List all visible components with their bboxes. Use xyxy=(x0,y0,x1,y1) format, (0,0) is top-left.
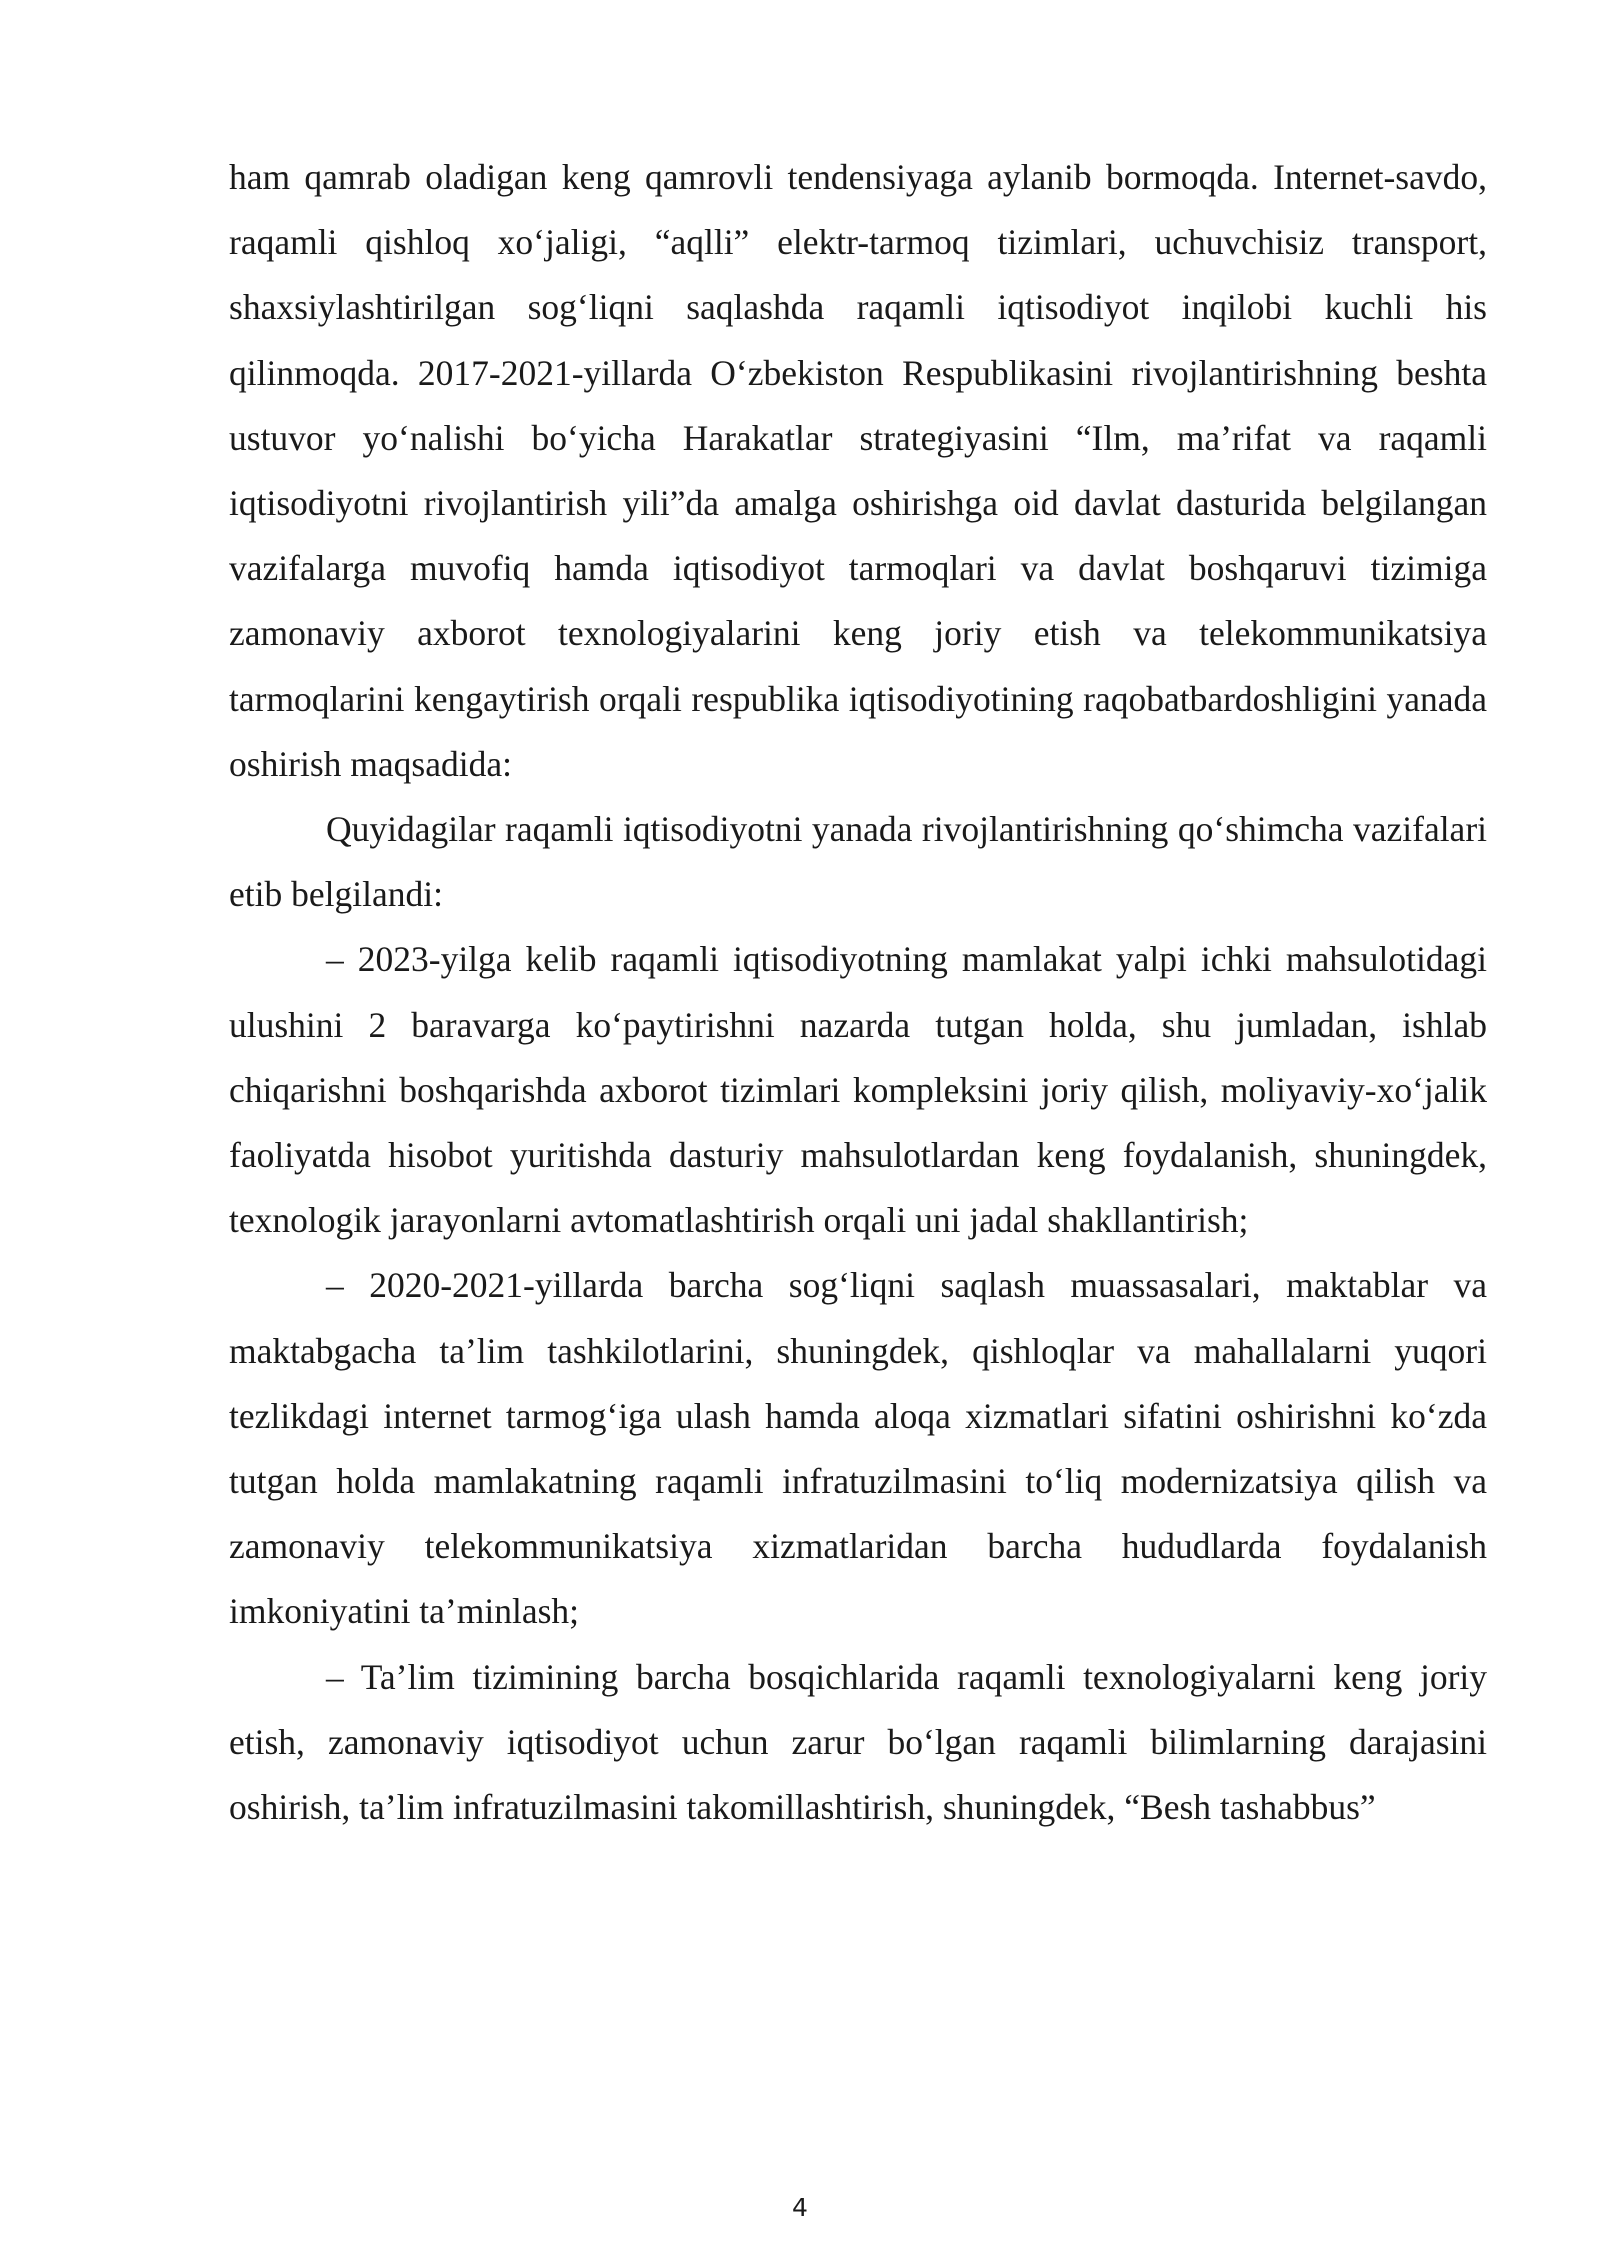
list-item-internet-infrastructure: – 2020-2021-yillarda barcha sog‘liqni saqlash muassasalari, maktablar va maktabgacha ta’lim tashkilotlarini, shuningdek, qishloqlar va mahallalarni yuqori tezlikdagi internet tarmog‘iga ulash hamda aloqa xizmatlari sifatini oshirishni ko‘zda tutgan holda mamlakatning raqamli infratuzilmasini to‘liq modernizatsiya qilish va zamonaviy telekommunikatsiya xizmatlaridan barcha hududlarda foydalanish imkoniyatini ta’minlash; xyxy=(229,1265,1487,1632)
list-item-gdp-share: – 2023-yilga kelib raqamli iqtisodiyotning mamlakat yalpi ichki mahsulotidagi ulushini 2 baravarga ko‘paytirishni nazarda tutgan holda, shu jumladan, ishlab chiqarishni boshqarishda axborot tizimlari kompleksini joriy qilish, moliyaviy-xo‘jalik faoliyatda hisobot yuritishda dasturiy mahsulotlardan keng foydalanish, shuningdek, texnologik jarayonlarni avtomatlashtirish orqali uni jadal shakllantirish; xyxy=(229,939,1487,1241)
paragraph-intro: ham qamrab oladigan keng qamrovli tendensiyaga aylanib bormoqda. Internet-savdo, raqamli qishloq xo‘jaligi, “aqlli” elektr-tarmoq tizimlari, uchuvchisiz transport, shaxsiylashtirilgan sog‘liqni saqlashda raqamli iqtisodiyot inqilobi kuchli his qilinmoqda. 2017-2021-yillarda O‘zbekiston Respublikasini rivojlantirishning beshta ustuvor yo‘nalishi bo‘yicha Harakatlar strategiyasini “Ilm, ma’rifat va raqamli iqtisodiyotni rivojlantirish yili”da amalga oshirishga oid davlat dasturida belgilangan vazifalarga muvofiq hamda iqtisodiyot tarmoqlari va davlat boshqaruvi tizimiga zamonaviy axborot texnologiyalarini keng joriy etish va telekommunikatsiya tarmoqlarini kengaytirish orqali respublika iqtisodiyotining raqobatbardoshligini yanada oshirish maqsadida: xyxy=(229,157,1487,784)
list-item-education-technologies: – Ta’lim tizimining barcha bosqichlarida raqamli texnologiyalarni keng joriy etish, zamonaviy iqtisodiyot uchun zarur bo‘lgan raqamli bilimlarning darajasini oshirish, ta’lim infratuzilmasini takomillashtirish, shuningdek, “Besh tashabbus” xyxy=(229,1656,1487,1828)
page-number: 4 xyxy=(792,2193,808,2222)
document-body xyxy=(229,145,1487,1840)
paragraph-tasks-heading: Quyidagilar raqamli iqtisodiyotni yanada rivojlantirishning qo‘shimcha vazifalari etib belgilandi: xyxy=(229,809,1487,915)
